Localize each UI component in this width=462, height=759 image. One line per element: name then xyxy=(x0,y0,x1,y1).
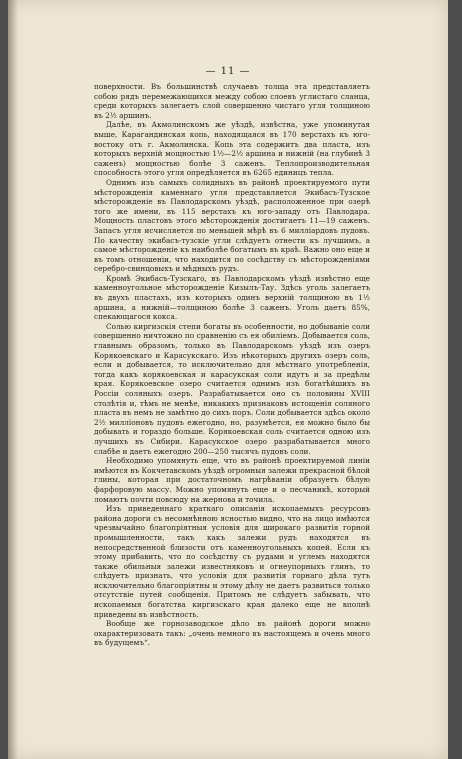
page-number: — 11 — xyxy=(205,66,251,77)
book-page xyxy=(8,0,448,759)
paragraph: Однимъ изъ самыхъ солидныхъ въ районѣ проектируемого пути мѣсторожденія каменнаго угля представляется Экибасъ-Тузское мѣсторожденіе въ Павлодарскомъ уѣздѣ, расположенное при озерѣ того же имени, въ 115 верстахъ къ юго-западу отъ Павлодара. Мощность пластовъ этого мѣсторожденія достигаетъ 11—19 саженъ. Запасъ угля исчисляется по меньшей мѣрѣ въ 6 милліардовъ пудовъ. По качеству экибасъ-тузскіе угли слѣдуетъ отнести къ лучшимъ, а самое мѣсторожденіе къ наиболѣе богатымъ въ краѣ. Важно оно еще и въ томъ отношеніи, что находится по сосѣдству съ мѣсторожденіями серебро-свинцовыхъ и мѣдныхъ рудъ. xyxy=(94,177,370,274)
paragraph: Далѣе, въ Акмолинскомъ же уѣздѣ, извѣстна, уже упоминутая выше, Карагандинская копь, находящаяся въ 170 верстахъ къ юго-востоку отъ г. Акмолинска. Копь эта содержитъ два пласта, изъ которыхъ верхній мощностью 1½—2½ аршина и нижній (на глубинѣ 3 саженъ) мощностью болѣе 3 саженъ. Теплопроизводительная способность этого угля опредѣляется въ 6265 единицъ тепла. xyxy=(94,120,370,178)
paragraph: Кромѣ Экибасъ-Тузскаго, въ Павлодарскомъ уѣздѣ извѣстно еще каменноугольное мѣсторожденіе Кизылъ-Тау. Здѣсь уголь залегаетъ въ двухъ пластахъ, изъ которыхъ одинъ верхній толщиною въ 1½ аршина, а нижній—толщиною болѣе 3 саженъ. Уголь даетъ 85%, спекающагося кокса. xyxy=(94,273,370,322)
paragraph: Солью киргизскія степи богаты въ особенности, но добываніе соли совершенно ничтожно по сравненію съ ея обиліемъ. Добывается соль, главнымъ образомъ, только въ Павлодарскомъ уѣздѣ изъ озеръ Корякоевскаго и Карасукскаго. Изъ нѣкоторыхъ другихъ озеръ соль, если и добывается, то исключительно для мѣстнаго употребленія, тогда какъ корякоевская и карасукская соли идутъ и за предѣлы края. Корякоевское озеро считается однимъ изъ богатѣйшихъ въ Россіи соляныхъ озеръ. Разрабатывается оно съ половины XVIII столѣтія и, тѣмъ не менѣе, никакихъ признаковъ истощенія соляного пласта въ немъ не замѣтно до сихъ поръ. Соли добывается здѣсь около 2½ милліоновъ пудовъ ежегодно, но, разумѣется, ея можно было бы добывать и гораздо больше. Корякоевская соль считается одною изъ лучшихъ въ Сибири. Карасукское озеро разрабатывается много слабѣе и даетъ ежегодно 200—250 тысячъ пудовъ соли. xyxy=(94,321,370,456)
body-text xyxy=(94,82,370,648)
binding-shadow xyxy=(8,0,18,759)
paragraph: Изъ приведеннаго краткаго описанія ископаемыхъ ресурсовъ района дороги съ несомнѣнною ясностью видно, что на лицо имѣются чрезвычайно благопріятныя условія для широкаго развитія горной промышленности, такъ какъ залежи рудъ находятся въ непосредственной близости отъ каменноугольныхъ копей. Если къ этому прибавить, что по сосѣдству съ рудами и углемъ находятся также обильныя залежи известняковъ и огнеупорныхъ глинъ, то слѣдуетъ признать, что условія для развитія горнаго дѣла тутъ исключительно благопріятны и этому дѣлу не даетъ развиться только отсутствіе путей сообщенія. Притомъ не слѣдуетъ забывать, что ископаемыя богатства киргизскаго края далеко еще не вполнѣ приведены въ извѣстность. xyxy=(94,504,370,619)
paragraph: Вообще же горнозаводское дѣло въ районѣ дороги можно охарактеризовать такъ: „очень немного въ настоящемъ и очень много въ будущемъ“. xyxy=(94,619,370,648)
paragraph: поверхности. Въ большинствѣ случаевъ толща эта представляетъ собою рядъ перемежающихся между собою слоевъ углистаго сланца, среди которыхъ залегаетъ слой совершенно чистаго угля толщиною въ 2½ аршинъ. xyxy=(94,82,370,120)
paragraph: Необходимо упомянуть еще, что въ районѣ проектируемой линіи имѣются въ Кокчетавскомъ уѣздѣ огромныя залежи прекрасной бѣлой глины, которая при достаточномъ нагрѣваніи образуетъ бѣлую фарфоровую массу. Можно упомянуть еще и о песчаникѣ, который ломаютъ почти повсюду на жернова и точила. xyxy=(94,456,370,504)
